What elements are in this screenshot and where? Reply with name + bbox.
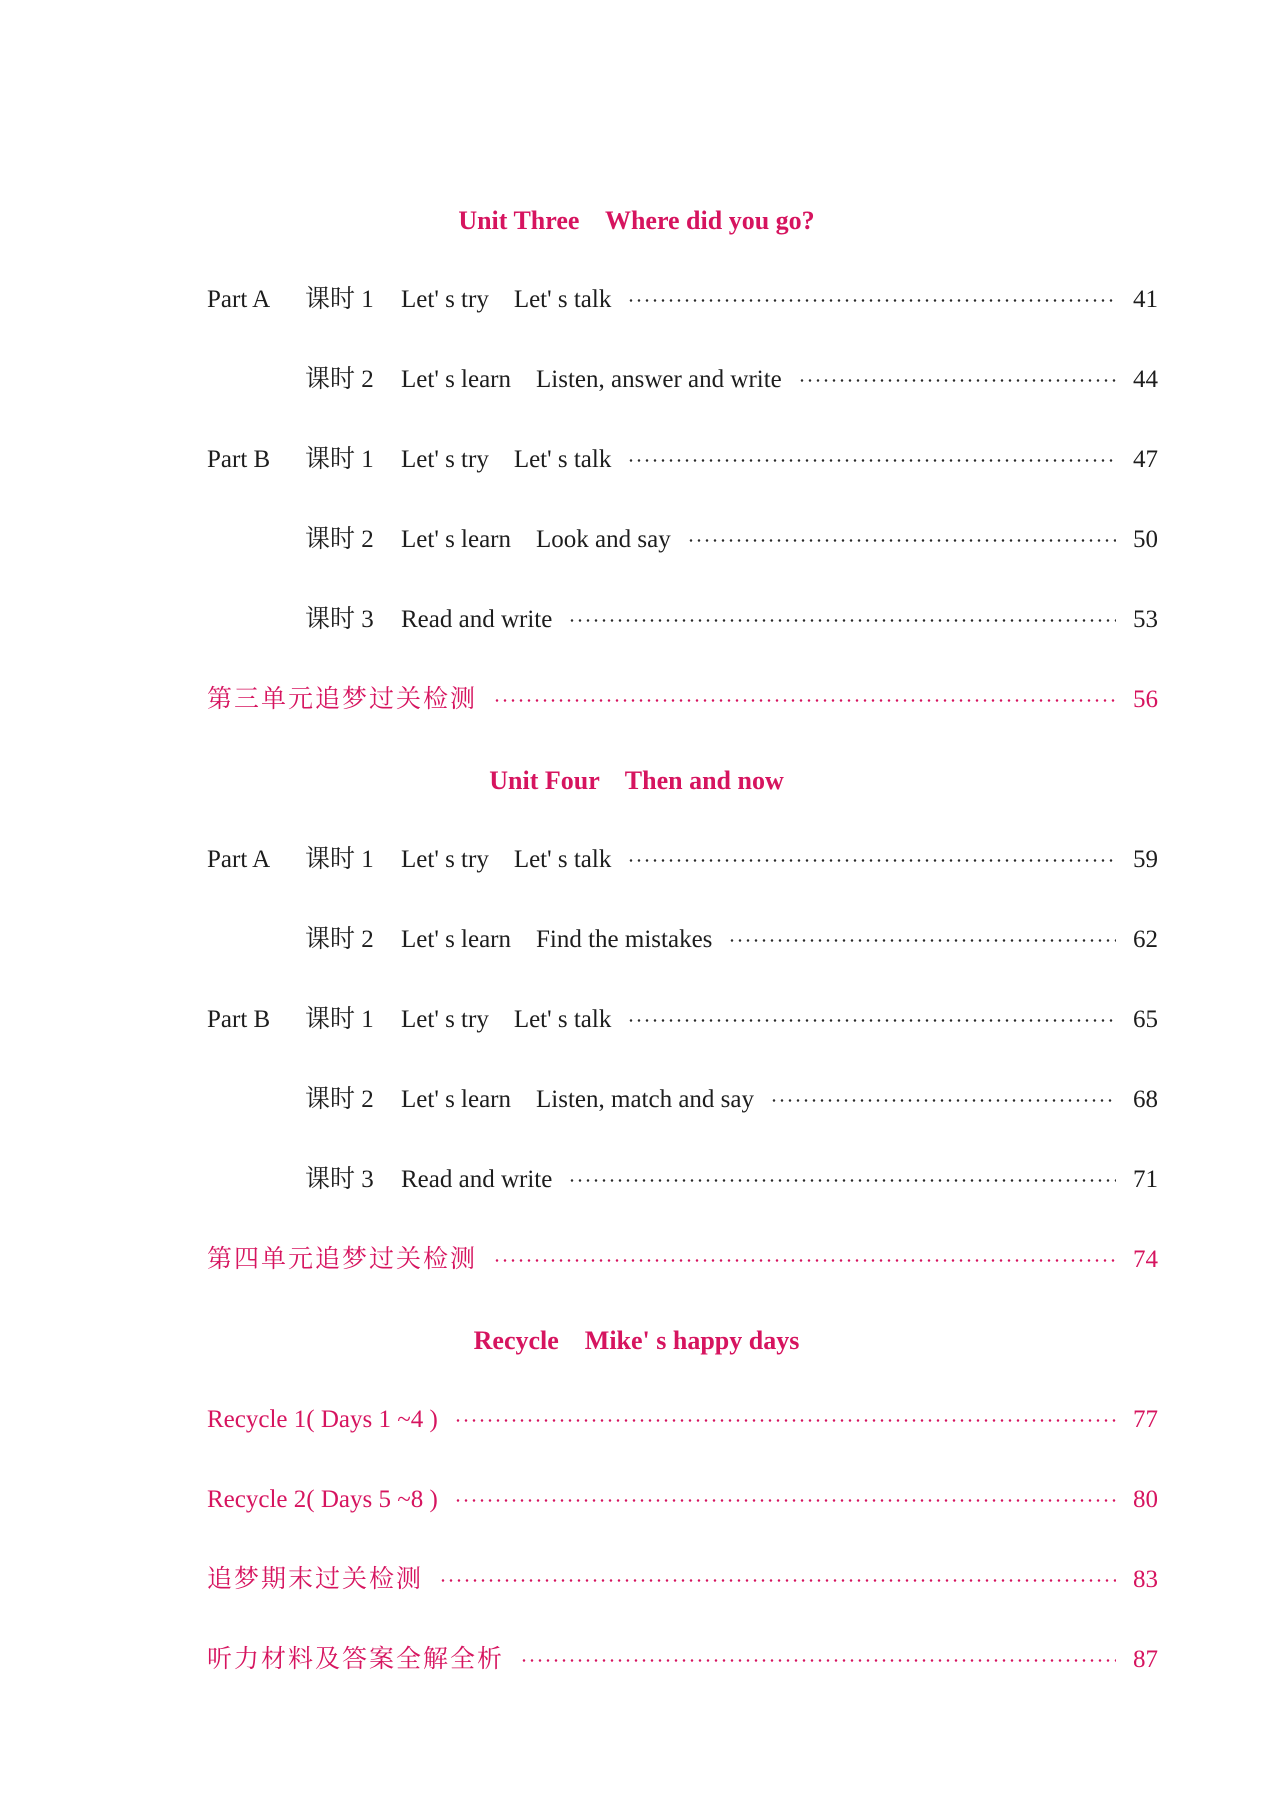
dot-leader xyxy=(493,699,1116,702)
page-number: 59 xyxy=(1133,846,1158,873)
page-number: 47 xyxy=(1133,446,1158,473)
review-title: 第四单元追梦过关检测 xyxy=(207,1246,478,1273)
part-label: Part B xyxy=(207,446,271,473)
entry-title: Let' s try Let' s talk xyxy=(401,446,612,473)
unit-four-review-entry[interactable] xyxy=(207,1243,1158,1277)
page-number: 83 xyxy=(1133,1566,1158,1593)
toc-entry[interactable] xyxy=(207,1163,1158,1197)
toc-entry[interactable] xyxy=(207,283,1158,317)
lesson-label: 课时 2 xyxy=(305,366,374,393)
toc-entry[interactable] xyxy=(207,1083,1158,1117)
unit-three-review-entry[interactable] xyxy=(207,683,1158,717)
lesson-label: 课时 1 xyxy=(305,846,374,873)
page-number: 41 xyxy=(1133,286,1158,313)
entry-title: Read and write xyxy=(401,606,553,633)
dot-leader xyxy=(520,1659,1116,1662)
entry-title: Read and write xyxy=(401,1166,553,1193)
dot-leader xyxy=(798,379,1116,382)
lesson-label: 课时 1 xyxy=(305,446,374,473)
unit-four-heading: Unit Four Then and now xyxy=(489,766,784,795)
lesson-label: 课时 1 xyxy=(305,1006,374,1033)
page-number: 74 xyxy=(1133,1246,1158,1273)
dot-leader xyxy=(627,459,1116,462)
toc-entry[interactable] xyxy=(207,363,1158,397)
entry-title: Let' s learn Listen, match and say xyxy=(401,1086,755,1113)
lesson-label: 课时 1 xyxy=(305,286,374,313)
dot-leader xyxy=(627,859,1116,862)
entry-title: Let' s learn Find the mistakes xyxy=(401,926,713,953)
page-number: 80 xyxy=(1133,1486,1158,1513)
page-number: 44 xyxy=(1133,366,1158,393)
dot-leader xyxy=(627,1019,1116,1022)
dot-leader xyxy=(687,539,1116,542)
toc-entry[interactable] xyxy=(207,523,1158,557)
part-label: Part A xyxy=(207,286,271,313)
final-test-title: 追梦期末过关检测 xyxy=(207,1566,424,1593)
recycle-title: Recycle 1( Days 1 ~4 ) xyxy=(207,1406,438,1433)
dot-leader xyxy=(568,619,1116,622)
lesson-label: 课时 2 xyxy=(305,1086,374,1113)
entry-title: Let' s try Let' s talk xyxy=(401,846,612,873)
page-number: 68 xyxy=(1133,1086,1158,1113)
recycle-title: Recycle 2( Days 5 ~8 ) xyxy=(207,1486,438,1513)
dot-leader xyxy=(627,299,1116,302)
toc-entry[interactable] xyxy=(207,1003,1158,1037)
final-test-entry[interactable] xyxy=(207,1563,1158,1597)
dot-leader xyxy=(568,1179,1116,1182)
lesson-label: 课时 3 xyxy=(305,1166,374,1193)
lesson-label: 课时 2 xyxy=(305,526,374,553)
entry-title: Let' s learn Look and say xyxy=(401,526,671,553)
unit-three-heading: Unit Three Where did you go? xyxy=(458,206,815,235)
recycle-heading: Recycle Mike' s happy days xyxy=(473,1326,800,1355)
page-number: 53 xyxy=(1133,606,1158,633)
entry-title: Let' s try Let' s talk xyxy=(401,1006,612,1033)
page-number: 56 xyxy=(1133,686,1158,713)
recycle-entry[interactable] xyxy=(207,1403,1158,1437)
dot-leader xyxy=(728,939,1116,942)
toc-entry[interactable] xyxy=(207,843,1158,877)
recycle-entry[interactable] xyxy=(207,1483,1158,1517)
dot-leader xyxy=(493,1259,1116,1262)
page-number: 62 xyxy=(1133,926,1158,953)
answers-title: 听力材料及答案全解全析 xyxy=(207,1646,505,1673)
toc-entry[interactable] xyxy=(207,603,1158,637)
answers-entry[interactable] xyxy=(207,1643,1158,1677)
dot-leader xyxy=(454,1419,1116,1422)
page-number: 65 xyxy=(1133,1006,1158,1033)
review-title: 第三单元追梦过关检测 xyxy=(207,686,478,713)
lesson-label: 课时 3 xyxy=(305,606,374,633)
lesson-label: 课时 2 xyxy=(305,926,374,953)
dot-leader xyxy=(439,1579,1116,1582)
part-label: Part A xyxy=(207,846,271,873)
page-number: 71 xyxy=(1133,1166,1158,1193)
part-label: Part B xyxy=(207,1006,271,1033)
toc-entry[interactable] xyxy=(207,923,1158,957)
page-number: 50 xyxy=(1133,526,1158,553)
entry-title: Let' s learn Listen, answer and write xyxy=(401,366,782,393)
toc-entry[interactable] xyxy=(207,443,1158,477)
dot-leader xyxy=(454,1499,1116,1502)
dot-leader xyxy=(770,1099,1116,1102)
page-number: 87 xyxy=(1133,1646,1158,1673)
page-number: 77 xyxy=(1133,1406,1158,1433)
entry-title: Let' s try Let' s talk xyxy=(401,286,612,313)
